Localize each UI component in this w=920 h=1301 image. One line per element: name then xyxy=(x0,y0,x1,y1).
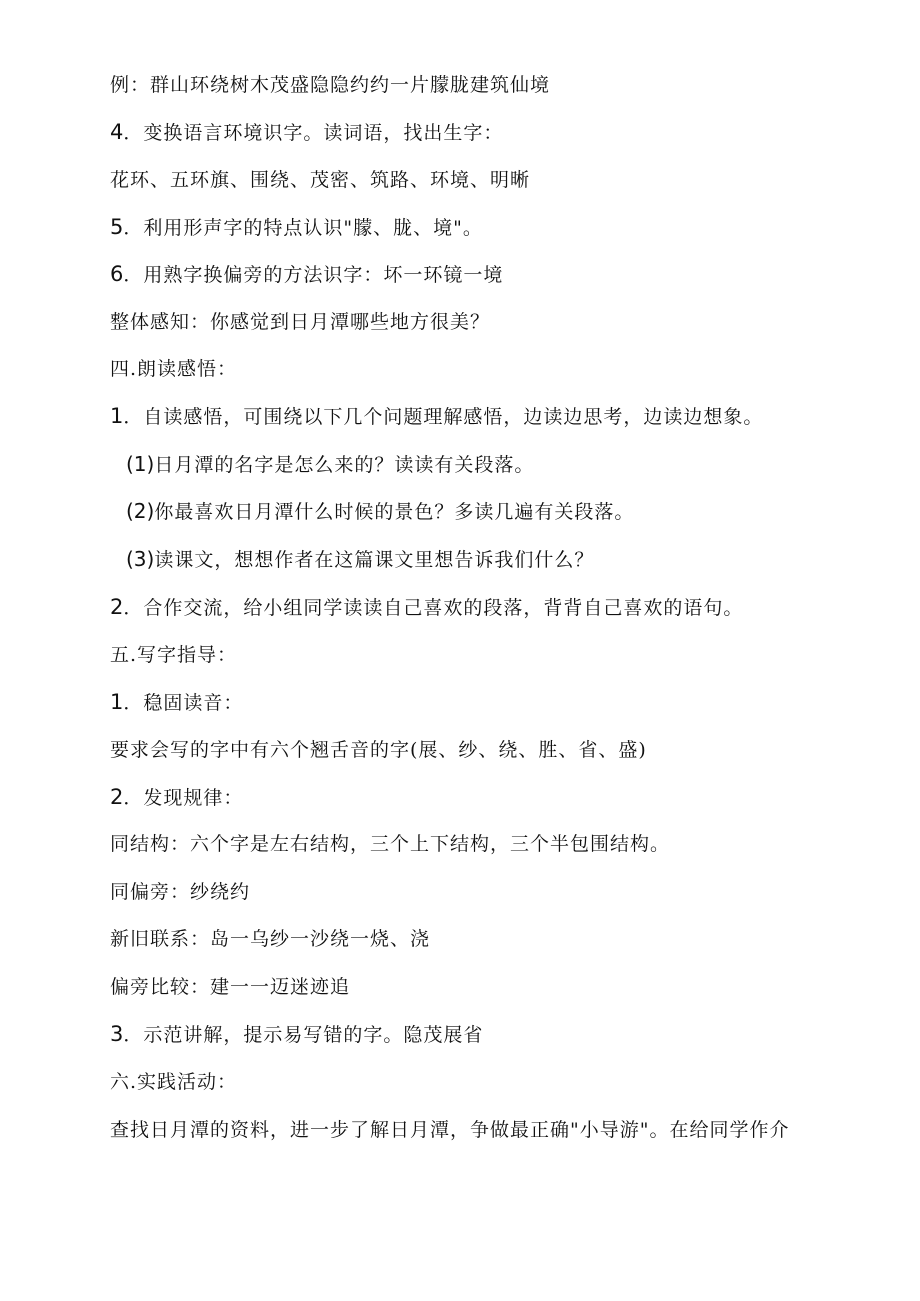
line-text: 同结构：六个字是左右结构，三个上下结构，三个半包围结构。 xyxy=(110,833,671,855)
line-text: 同偏旁：纱绕约 xyxy=(110,881,251,903)
practice-activity-line xyxy=(110,1118,789,1142)
line-text: ．合作交流，给小组同学读读自己喜欢的段落，背背自己喜欢的语句。 xyxy=(123,597,744,619)
radical-compare-line xyxy=(110,975,350,999)
line-text: 日月潭的名字是怎么来的？读读有关段落。 xyxy=(154,454,535,476)
question-number: (3) xyxy=(126,547,155,571)
question-number: (2) xyxy=(126,499,155,523)
line-text: 读课文，想想作者在这篇课文里想告诉我们什么？ xyxy=(154,549,595,571)
item-number: 4 xyxy=(110,120,124,144)
item-2-cooperation xyxy=(110,595,743,620)
item-1-pronunciation xyxy=(110,690,243,715)
item-5-phonetic xyxy=(110,215,483,240)
item-number: 1 xyxy=(110,690,124,714)
line-text: 花环、五环旗、围绕、茂密、筑路、环境、明晰 xyxy=(110,169,531,191)
line-text: 查找日月潭的资料，进一步了解日月潭，争做最正确"小导游"。在给同学作介 xyxy=(110,1119,790,1141)
old-new-link-line xyxy=(110,927,430,951)
same-radical-line xyxy=(110,880,250,904)
example-line xyxy=(110,73,550,97)
line-text: ．用熟字换偏旁的方法识字：坏一环镜一境 xyxy=(123,264,504,286)
item-number: 3 xyxy=(110,1022,124,1046)
item-number: 2 xyxy=(110,595,124,619)
item-3-demonstration xyxy=(110,1022,483,1047)
line-text: 要求会写的字中有六个翘舌音的字(展、纱、绕、胜、省、盛) xyxy=(110,739,647,761)
question-3-line xyxy=(126,547,594,572)
line-text: ．自读感悟，可围绕以下几个问题理解感悟，边读边思考，边读边想象。 xyxy=(123,406,764,428)
question-2-line xyxy=(126,499,634,524)
question-number: (1) xyxy=(126,452,155,476)
line-text: ．变换语言环境识字。读词语，找出生字： xyxy=(123,122,504,144)
word-list-line xyxy=(110,168,530,192)
section-5-heading xyxy=(110,643,237,667)
item-1-self-reading xyxy=(110,404,763,429)
section-6-heading xyxy=(110,1070,237,1094)
item-number: 6 xyxy=(110,262,124,286)
line-text: 新旧联系：岛一乌纱一沙绕一烧、浇 xyxy=(110,928,431,950)
item-4-change-context xyxy=(110,120,503,145)
question-1-line xyxy=(126,452,534,477)
line-text: 偏旁比较：建一一迈迷迹追 xyxy=(110,976,351,998)
line-text: ．发现规律： xyxy=(123,787,244,809)
section-heading: 四.朗读感悟： xyxy=(110,358,238,380)
overall-perception-line xyxy=(110,310,490,334)
item-number: 5 xyxy=(110,215,124,239)
line-text: 例：群山环绕树木茂盛隐隐约约一片朦胧建筑仙境 xyxy=(110,74,551,96)
section-heading: 六.实践活动： xyxy=(110,1071,238,1093)
same-structure-line xyxy=(110,832,670,856)
line-text: 整体感知：你感觉到日月潭哪些地方很美？ xyxy=(110,311,491,333)
section-heading: 五.写字指导： xyxy=(110,644,238,666)
item-6-radical-swap xyxy=(110,262,503,287)
line-text: ．利用形声字的特点认识"朦、胧、境"。 xyxy=(123,217,483,239)
line-text: ．示范讲解，提示易写错的字。隐茂展省 xyxy=(123,1024,484,1046)
retroflex-chars-line xyxy=(110,738,647,762)
line-text: ．稳固读音： xyxy=(123,692,244,714)
item-2-discover-rules xyxy=(110,785,243,810)
line-text: 你最喜欢日月潭什么时候的景色？多读几遍有关段落。 xyxy=(154,501,635,523)
item-number: 1 xyxy=(110,404,124,428)
section-4-heading xyxy=(110,357,237,381)
item-number: 2 xyxy=(110,785,124,809)
